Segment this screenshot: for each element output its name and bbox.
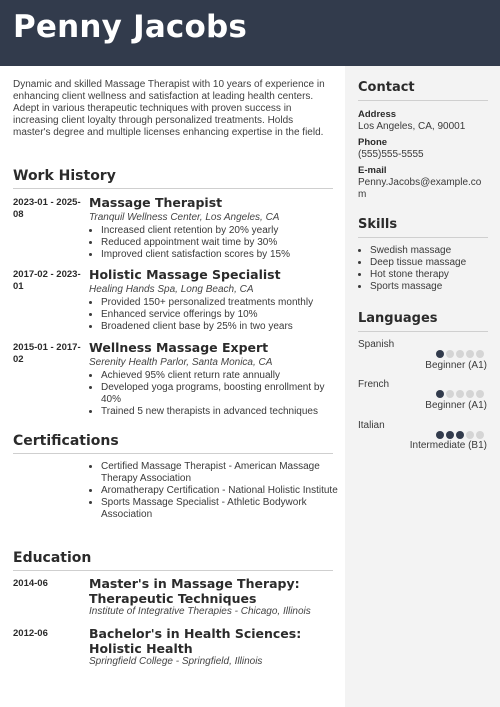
work-entry-org: Tranquil Wellness Center, Los Angeles, CA	[89, 212, 280, 223]
rating-dot-empty	[456, 390, 464, 398]
list-item: • Sports massage	[370, 281, 500, 293]
work-entry-date: 2017-02 - 2023-01	[13, 269, 81, 292]
rating-dot-empty	[476, 350, 484, 358]
certifications-heading: Certifications	[13, 433, 119, 449]
education-entry-org: Springfield College - Springfield, Illinois	[89, 656, 263, 667]
language-level: Beginner (A1)	[425, 360, 487, 371]
email-value: Penny.Jacobs@example.com	[358, 177, 482, 200]
rating-dot-empty	[446, 350, 454, 358]
language-level: Intermediate (B1)	[409, 440, 487, 451]
list-item: • Increased client retention by 20% yearly	[101, 225, 345, 237]
rating-dot-empty	[466, 431, 474, 439]
language-name: Spanish	[358, 339, 395, 350]
list-item: • Deep tissue massage	[370, 257, 500, 269]
language-level: Beginner (A1)	[425, 400, 487, 411]
list-item: • Aromatherapy Certification - National Holistic Institute	[101, 485, 345, 497]
skills-list	[358, 245, 500, 293]
rating-dot-filled	[436, 390, 444, 398]
list-item: • Provided 150+ personalized treatments monthly	[101, 297, 345, 309]
work-entry-bullets	[89, 297, 345, 333]
language-name: French	[358, 379, 390, 390]
address-label: Address	[358, 109, 397, 120]
language-name: Italian	[358, 420, 385, 431]
phone-value: (555)555-5555	[358, 149, 424, 160]
education-entry-title: Bachelor's in Health Sciences: Holistic Health	[89, 626, 302, 656]
skills-heading: Skills	[358, 217, 398, 232]
rating-dot-empty	[476, 390, 484, 398]
work-entry-org: Healing Hands Spa, Long Beach, CA	[89, 284, 254, 295]
list-item: • Hot stone therapy	[370, 269, 500, 281]
work-entry-title: Holistic Massage Specialist	[89, 267, 281, 282]
phone-label: Phone	[358, 137, 388, 148]
list-item: • Reduced appointment wait time by 30%	[101, 237, 345, 249]
certifications-divider	[13, 453, 333, 454]
address-value: Los Angeles, CA, 90001	[358, 121, 466, 132]
work-entry-title: Massage Therapist	[89, 195, 223, 210]
work-entry-org: Serenity Health Parlor, Santa Monica, CA	[89, 357, 273, 368]
profile-summary: Dynamic and skilled Massage Therapist with 10 years of experience in enhancing client wellness and satisfaction at leading health centers. Adept in various therapeutic techniques with proven success in increasing client loyalty through personalized treatments. Holds master's degree and multiple licenses enhancing expertise in the field.	[13, 79, 325, 138]
email-label: E-mail	[358, 165, 387, 176]
list-item: • Enhanced service offerings by 10%	[101, 309, 345, 321]
work-entry-date: 2023-01 - 2025-08	[13, 197, 81, 220]
education-entry-date: 2012-06	[13, 628, 48, 639]
list-item: • Broadened client base by 25% in two years	[101, 321, 345, 333]
education-entry-org: Institute of Integrative Therapies - Chicago, Illinois	[89, 606, 311, 617]
rating-dot-filled	[436, 350, 444, 358]
rating-dot-filled	[436, 431, 444, 439]
rating-dot-empty	[446, 390, 454, 398]
rating-dot-empty	[456, 350, 464, 358]
rating-dot-empty	[476, 431, 484, 439]
rating-dot-empty	[466, 350, 474, 358]
list-item: • Improved client satisfaction scores by 15%	[101, 249, 345, 261]
work-entry-title: Wellness Massage Expert	[89, 340, 269, 355]
contact-heading: Contact	[358, 80, 415, 95]
list-item: • Sports Massage Specialist - Athletic Bodywork Association	[101, 497, 345, 521]
education-entry-date: 2014-06	[13, 578, 48, 589]
education-divider	[13, 570, 333, 571]
education-entry-title: Master's in Massage Therapy: Therapeutic Techniques	[89, 576, 300, 606]
work-history-heading: Work History	[13, 168, 116, 184]
languages-heading: Languages	[358, 311, 438, 326]
list-item: • Developed yoga programs, boosting enrollment by 40%	[101, 382, 345, 406]
work-entry-bullets	[89, 225, 345, 261]
work-entry-date: 2015-01 - 2017-02	[13, 342, 81, 365]
rating-dot-filled	[446, 431, 454, 439]
work-entry-bullets	[89, 370, 345, 418]
rating-dot-filled	[456, 431, 464, 439]
list-item: • Swedish massage	[370, 245, 500, 257]
header-banner	[0, 0, 500, 66]
list-item: • Trained 5 new therapists in advanced techniques	[101, 406, 345, 418]
certifications-list	[89, 461, 345, 521]
work-history-divider	[13, 188, 333, 189]
rating-dot-empty	[466, 390, 474, 398]
contact-divider	[358, 100, 488, 101]
skills-divider	[358, 237, 488, 238]
languages-divider	[358, 331, 488, 332]
list-item: • Certified Massage Therapist - American Massage Therapy Association	[101, 461, 345, 485]
candidate-name: Penny Jacobs	[13, 9, 248, 45]
education-heading: Education	[13, 550, 92, 566]
list-item: • Achieved 95% client return rate annually	[101, 370, 345, 382]
